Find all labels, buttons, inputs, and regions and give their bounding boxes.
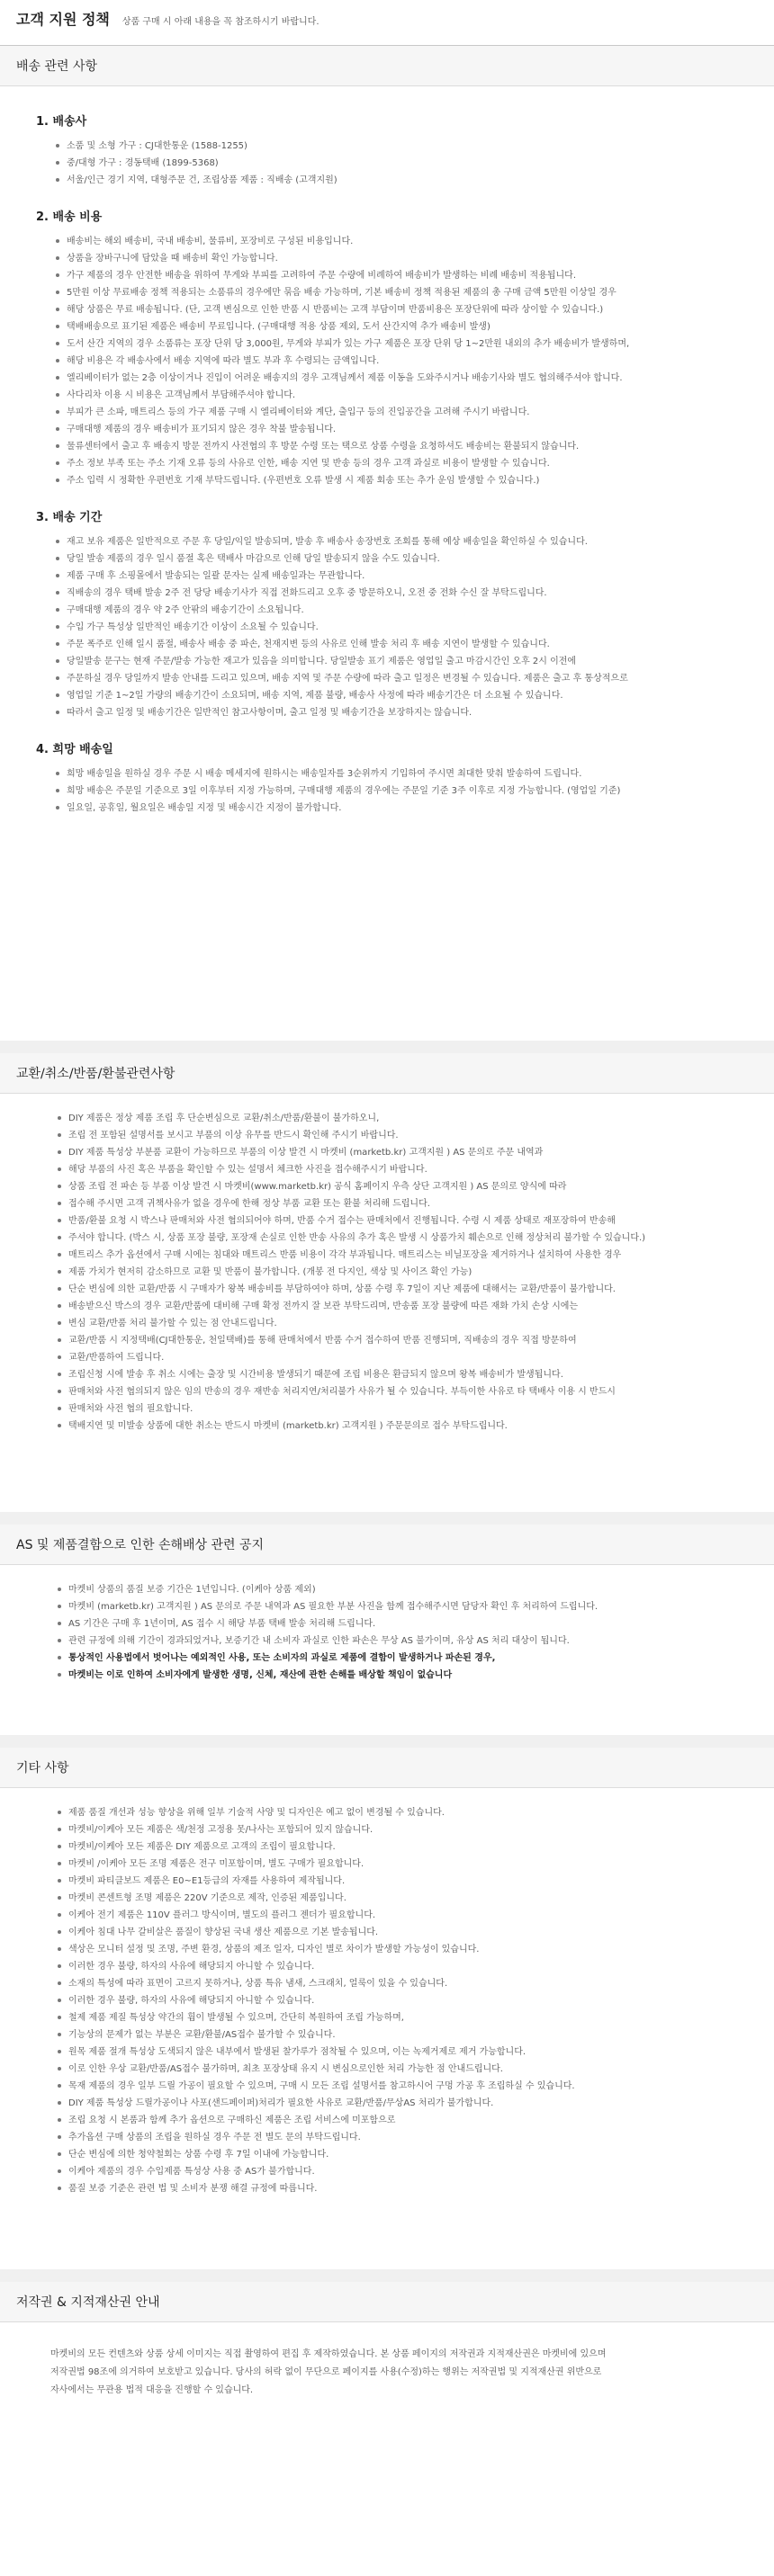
policy-list-item: 재고 보유 제품은 일반적으로 주문 후 당일/익일 발송되며, 발송 후 배송사 송장번호 조회를 통해 예상 배송일을 확인하실 수 있습니다. [67,533,751,550]
policy-list-item: 직배송의 경우 택배 발송 2주 전 당당 배송기사가 직접 전화드리고 오후 중 방문하오니, 오전 중 전화 수신 잘 부탁드립니다. [67,585,751,602]
as-heading: AS 및 제품결함으로 인한 손해배상 관련 공지 [16,1538,265,1552]
policy-list-item: 추가옵션 구매 상품의 조립을 원하실 경우 주문 전 별도 문의 부탁드립니다. [68,2129,751,2146]
policy-list-item: 일요일, 공휴일, 월요일은 배송일 지정 및 배송시간 지정이 불가합니다. [67,800,751,817]
as-section [0,1525,774,1748]
policy-list-item: 조립신청 시에 발송 후 취소 시에는 출장 및 시간비용 발생되기 때문에 조립 비용은 환급되지 않으며 왕복 배송비가 발생됩니다. [68,1366,751,1383]
policy-list-item: 조립 요청 시 본품과 함께 추가 옵션으로 구매하신 제품은 조립 서비스에 미포함으로 [68,2112,751,2129]
policy-list-item: 마켓비 상품의 품질 보증 기간은 1년입니다. (이케아 상품 제외) [68,1581,751,1598]
policy-list-item: 목재 제품의 경우 일부 드릴 가공이 필요할 수 있으며, 구매 시 모든 조립 설명서를 참고하시어 구멍 가공 후 조립하실 수 있습니다. [68,2078,751,2095]
policy-list-item: 구매대행 제품의 경우 약 2주 안팎의 배송기간이 소요됩니다. [67,602,751,619]
delivery-section-header [0,46,774,86]
policy-list-item: 품질 보증 기준은 관련 법 및 소비자 분쟁 해결 규정에 따릅니다. [68,2180,751,2197]
policy-list-item: 따라서 출고 일정 및 배송기간은 일반적인 참고사항이며, 출고 일정 및 배송기간을 보장하지는 않습니다. [67,704,751,721]
policy-list-item: 부피가 큰 소파, 매트리스 등의 가구 제품 구매 시 엘리베이터와 계단, 출입구 등의 진입공간을 고려해 주시기 바랍니다. [67,404,751,421]
delivery-section [0,46,774,1053]
delivery-subsection-list [23,233,751,489]
policy-list-item: 교환/반품 시 지정택배(CJ대한통운, 천일택배)를 통해 판매처에서 반품 수거 접수하여 반품 진행되며, 직배송의 경우 직접 방문하여 [68,1332,751,1349]
policy-list-item: 접수해 주시면 고객 귀책사유가 없을 경우에 한해 정상 부품 교환 또는 환불 처리해 드립니다. [68,1195,751,1212]
policy-list-item: 주소 입력 시 정확한 우편번호 기재 부탁드립니다. (우편번호 오류 발생 시 제품 회송 또는 추가 운임 발생할 수 있습니다.) [67,472,751,489]
delivery-subsection-title: 4. 희망 배송일 [36,743,113,756]
policy-list-item: 배송받으신 박스의 경우 교환/반품에 대비해 구매 확정 전까지 잘 보관 부탁드리며, 반송품 포장 불량에 따른 재화 가치 손상 시에는 [68,1298,751,1315]
policy-list-item: 중/대형 가구 : 경동택배 (1899-5368) [67,155,751,172]
policy-list-item: 마켓비 콘센트형 조명 제품은 220V 기준으로 제작, 인증된 제품입니다. [68,1890,751,1907]
policy-list-item: 통상적인 사용법에서 벗어나는 예외적인 사용, 또는 소비자의 과실로 제품에 결함이 발생하거나 파손된 경우, [68,1650,751,1667]
policy-list-item: 영업일 기준 1~2일 가량의 배송기간이 소요되며, 배송 지역, 제품 불량, 배송사 사정에 따라 배송기간은 더 소요될 수 있습니다. [67,687,751,704]
policy-list-item: 수입 가구 특성상 일반적인 배송기간 이상이 소요될 수 있습니다. [67,619,751,636]
policy-list-item: 제품 가치가 현저히 감소하므로 교환 및 반품이 불가합니다. (개봉 전 다지인, 색상 및 사이즈 확인 가능) [68,1264,751,1281]
policy-list-item: 주셔야 합니다. (박스 시, 상품 포장 불량, 포장재 손실로 인한 반송 사유의 추가 혹은 발생 시 상품가치 훼손으로 인해 정상처리 불가할 수 있습니다.) [68,1230,751,1247]
policy-list-item: 기능상의 문제가 없는 부분은 교환/환불/AS접수 불가할 수 있습니다. [68,2026,751,2044]
page-subtitle: 상품 구매 시 아래 내용을 꼭 참조하시기 바랍니다. [122,17,320,27]
page-header [0,0,774,46]
policy-list-item: 마켓비/이케아 모든 제품은 DIY 제품으로 고객의 조립이 필요합니다. [68,1838,751,1856]
policy-list-item: 해당 상품은 무료 배송됩니다. (단, 고객 변심으로 인한 반품 시 반품비는 고객 부담이며 반품비용은 포장단위에 따라 상이할 수 있습니다.) [67,301,751,318]
policy-list-item: 반품/환불 요청 시 박스나 판매처와 사전 협의되어야 하며, 반품 수거 접수는 판매처에서 진행됩니다. 수령 시 제품 상태로 재포장하여 반송해 [68,1212,751,1230]
policy-list-item: 택배배송으로 표기된 제품은 배송비 무료입니다. (구매대행 적용 상품 제외, 도서 산간지역 추가 배송비 발생) [67,318,751,335]
policy-list-item: 매트리스 추가 옵션에서 구매 시에는 침대와 매트리스 반품 비용이 각각 부과됩니다. 매트리스는 비닐포장을 제거하거나 설치하여 사용한 경우 [68,1247,751,1264]
delivery-subsection-title: 3. 배송 기간 [36,511,103,524]
policy-list-item: 이케아 침대 나무 갈비살은 품질이 향상된 국내 생산 제품으로 기본 발송됩니다. [68,1924,751,1941]
policy-list-item: 당일발송 문구는 현재 주문/발송 가능한 재고가 있음을 의미합니다. 당일발송 표기 제품은 영업일 출고 마감시간인 오후 2시 이전에 [67,653,751,670]
policy-list-item: 마켓비 /이케아 모든 조명 제품은 전구 미포함이며, 별도 구매가 필요합니다. [68,1856,751,1873]
delivery-subsection-list [23,138,751,189]
policy-list-item: 물류센터에서 출고 후 배송지 방문 전까지 사전협의 후 방문 수령 또는 택으로 상품 수령을 요청하셔도 배송비는 환불되지 않습니다. [67,438,751,455]
policy-list-item: 제품 구매 후 소핑몰에서 발송되는 일괄 문자는 실제 배송일과는 무관합니다. [67,568,751,585]
copyright-section-header [0,2282,774,2322]
policy-list-item: 변심 교환/반품 처리 불가할 수 있는 점 안내드립니다. [68,1315,751,1332]
policy-list-item: 원목 제품 절개 특성상 도색되지 않은 내부에서 발생된 찰가루가 점착될 수 있으며, 이는 녹제거제로 제거 가능합니다. [68,2044,751,2061]
policy-list-item: 엘리베이터가 없는 2층 이상이거나 진입이 어려운 배송지의 경우 고객님께서 제품 이동을 도와주시거나 배송기사와 별도 협의해주셔야 합니다. [67,370,751,387]
copyright-line: 자사에서는 무관용 법적 대응을 진행할 수 있습니다. [50,2385,254,2395]
policy-list-item: 택배지연 및 미발송 상품에 대한 취소는 반드시 마켓비 (marketb.kr) 고객지원 ) 주문문의로 접수 부탁드립니다. [68,1418,751,1435]
copyright-heading: 저작권 & 지적재산권 안내 [16,2295,160,2310]
policy-list-item: 희망 배송일을 원하실 경우 주문 시 배송 메세지에 원하시는 배송일자를 3순위까지 기입하여 주시면 최대한 맞춰 발송하여 드립니다. [67,765,751,783]
policy-list-item: 제품 품질 개선과 성능 향상을 위해 일부 기술적 사양 및 디자인은 예고 없이 변경될 수 있습니다. [68,1804,751,1821]
policy-list-item: 해당 부품의 사진 혹은 부품을 확인할 수 있는 설명서 체크한 사진을 접수해주시기 바랍니다. [68,1161,751,1178]
policy-list-item: 소품 및 소형 가구 : CJ대한통운 (1588-1255) [67,138,751,155]
policy-list-item: 철제 제품 제질 특성상 약간의 휨이 발생될 수 있으며, 간단히 복원하여 조립 가능하며, [68,2009,751,2026]
policy-list-item: 구매대행 제품의 경우 배송비가 표기되지 않은 경우 착불 발송됩니다. [67,421,751,438]
etc-list [23,1804,751,2197]
policy-list-item: 해당 비용은 각 배송사에서 배송 지역에 따라 별도 부과 후 수령되는 금액입니다. [67,353,751,370]
delivery-heading: 배송 관련 사항 [16,59,98,74]
exchange-section-header [0,1053,774,1094]
policy-list-item: 마켓비 파티클보드 제품은 E0~E1등급의 자재를 사용하여 제작됩니다. [68,1873,751,1890]
policy-list-item: 색상은 모니터 설정 및 조명, 주변 환경, 상품의 제조 일자, 디자인 별로 차이가 발생할 가능성이 있습니다. [68,1941,751,1958]
policy-list-item: 소재의 특성에 따라 표면이 고르지 못하거나, 상품 특유 냄새, 스크래치, 얼룩이 있을 수 있습니다. [68,1975,751,1992]
policy-list-item: 마켓비/이케아 모든 제품은 색/천정 고정용 못/나사는 포함되어 있지 않습니다. [68,1821,751,1838]
etc-section-header [0,1748,774,1788]
etc-heading: 기타 사항 [16,1761,69,1775]
policy-list-item: DIY 제품 특성상 부분품 교환이 가능하므로 부품의 이상 발견 시 마켓비 (marketb.kr) 고객지원 ) AS 문의로 주문 내역과 [68,1144,751,1161]
policy-list-item: 이케아 전기 제품은 110V 플러그 방식이며, 별도의 플러그 젠더가 필요합니다. [68,1907,751,1924]
policy-list-item: 사다리차 이용 시 비용은 고객님께서 부담해주셔야 합니다. [67,387,751,404]
policy-list-item: 상품 조립 전 파손 등 부품 이상 발견 시 마켓비(www.marketb.kr) 공식 홈페이지 우측 상단 고객지원 ) AS 문의로 양식에 따라 [68,1178,751,1195]
policy-list-item: 주소 정보 부족 또는 주소 기재 오류 등의 사유로 인한, 배송 지연 및 반송 등의 경우 고객 과실로 비용이 발생할 수 있습니다. [67,455,751,472]
policy-list-item: AS 기간은 구매 후 1년이며, AS 접수 시 해당 부품 택배 발송 처리해 드립니다. [68,1615,751,1632]
policy-list-item: 가구 제품의 경우 안전한 배송을 위하여 무게와 부피를 고려하여 주문 수량에 비례하여 배송비가 발생하는 비례 배송비 적용됩니다. [67,267,751,284]
policy-list-item: 주문하실 경우 당일까지 발송 안내를 드리고 있으며, 배송 지역 및 주문 수량에 따라 출고 일정은 변경될 수 있습니다. 제품은 출고 후 통상적으로 [67,670,751,687]
policy-list-item: 마켓비는 이로 인하여 소비자에게 발생한 생명, 신체, 재산에 관한 손해를 배상할 책임이 없습니다 [68,1667,751,1684]
policy-list-item: 조립 전 포함된 설명서를 보시고 부품의 이상 유무를 반드시 확인해 주시기 바랍니다. [68,1127,751,1144]
policy-list-item: 마켓비 (marketb.kr) 고객지원 ) AS 문의로 주문 내역과 AS 필요한 부분 사진을 함께 접수해주시면 담당자 확인 후 처리하여 드립니다. [68,1598,751,1615]
policy-list-item: 서울/인근 경기 지역, 대형주문 건, 조립상품 제품 : 직배송 (고객지원) [67,172,751,189]
as-section-header [0,1525,774,1565]
policy-list-item: DIY 제품 특성상 드릴가공이나 사포(샌드페이퍼)처리가 필요한 사유로 교환/반품/무상AS 처리가 불가합니다. [68,2095,751,2112]
copyright-text [23,2342,751,2400]
exchange-list [23,1110,751,1435]
policy-list-item: DIY 제품은 정상 제품 조립 후 단순변심으로 교환/취소/반품/환불이 불가하오니, [68,1110,751,1127]
exchange-heading: 교환/취소/반품/환불관련사항 [16,1067,176,1081]
delivery-body [0,86,774,853]
policy-list-item: 판매처와 사전 협의되지 않은 임의 반송의 경우 재반송 처리지연/처리불가 사유가 될 수 있습니다. 부득이한 사유로 타 택배사 이용 시 반드시 [68,1383,751,1400]
copyright-line: 저작권법 98조에 의거하여 보호받고 있습니다. 당사의 허락 없이 무단으로 페이지를 사용(수정)하는 행위는 저작권법 및 지적재산권 위반으로 [50,2367,602,2377]
policy-list-item: 판매처와 사전 협의 필요합니다. [68,1400,751,1418]
policy-list-item: 이케아 제품의 경우 수입제품 특성상 사용 중 AS가 불가합니다. [68,2163,751,2180]
policy-list-item: 관련 규정에 의해 기간이 경과되었거나, 보증기간 내 소비자 과실로 인한 파손은 무상 AS 불가이며, 유상 AS 처리 대상이 됩니다. [68,1632,751,1650]
page-title: 고객 지원 정책 [16,11,110,28]
delivery-subsection-list [23,765,751,817]
copyright-section [0,2282,774,2419]
policy-list-item: 당일 발송 제품의 경우 일시 품절 혹은 택배사 마감으로 인해 당일 발송되지 않을 수도 있습니다. [67,550,751,568]
policy-list-item: 5만원 이상 무료배송 정책 적용되는 소품류의 경우에만 묶음 배송 가능하며, 기본 배송비 정책 적용된 제품의 총 구매 금액 5만원 이상일 경우 [67,284,751,301]
policy-list-item: 희망 배송은 주문일 기준으로 3일 이후부터 지정 가능하며, 구매대행 제품의 경우에는 주문일 기준 3주 이후로 지정 가능합니다. (영업일 기준) [67,783,751,800]
etc-section [0,1748,774,2282]
policy-list-item: 도서 산간 지역의 경우 소품류는 포장 단위 당 3,000원, 무게와 부피가 있는 가구 제품은 포장 단위 당 1~2만원 내외의 추가 배송비가 발생하며, [67,335,751,353]
as-list [23,1581,751,1684]
policy-list-item: 주문 폭주로 인해 일시 품절, 배송사 배송 중 파손, 천재지변 등의 사유로 인해 발송 처리 후 배송 지연이 발생할 수 있습니다. [67,636,751,653]
copyright-line: 마켓비의 모든 컨텐츠와 상품 상세 이미지는 직접 촬영하여 편집 후 제작하였습니다. 본 상품 페이지의 저작권과 지적재산권은 마켓비에 있으며 [50,2349,607,2359]
policy-list-item: 이러한 경우 불량, 하자의 사유에 해당되지 아니할 수 있습니다. [68,1958,751,1975]
delivery-subsection-title: 1. 배송사 [36,115,87,129]
exchange-section [0,1053,774,1525]
policy-list-item: 단순 변심에 의한 교환/반품 시 구매자가 왕복 배송비를 부담하여야 하며, 상품 수령 후 7일이 지난 제품에 대해서는 교환/반품이 불가합니다. [68,1281,751,1298]
delivery-subsection-title: 2. 배송 비용 [36,210,103,224]
policy-list-item: 이러한 경우 불량, 하자의 사유에 해당되지 아니할 수 있습니다. [68,1992,751,2009]
policy-list-item: 교환/반품하여 드립니다. [68,1349,751,1366]
policy-list-item: 상품을 장바구니에 담았을 때 배송비 확인 가능합니다. [67,250,751,267]
delivery-subsection-list [23,533,751,721]
policy-list-item: 배송비는 해외 배송비, 국내 배송비, 물류비, 포장비로 구성된 비용입니다. [67,233,751,250]
policy-list-item: 이로 인한 우상 교환/반품/AS접수 불가하며, 최초 포장상태 유지 시 변심으로인한 처리 가능한 점 안내드립니다. [68,2061,751,2078]
policy-list-item: 단순 변심에 의한 청약철회는 상품 수령 후 7일 이내에 가능합니다. [68,2146,751,2163]
